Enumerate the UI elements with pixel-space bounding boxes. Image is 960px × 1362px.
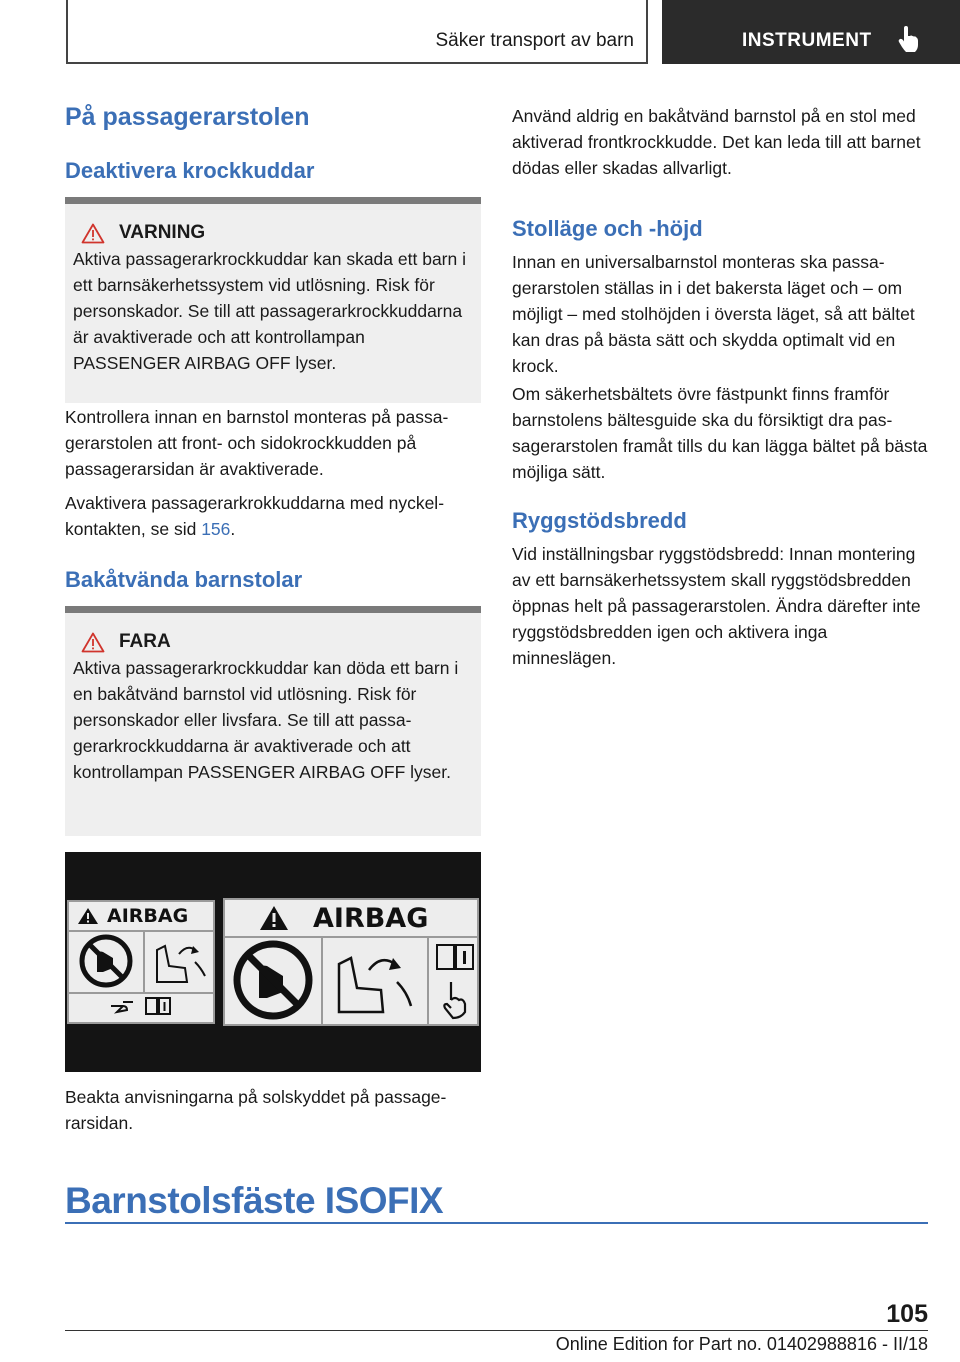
edition-footer: Online Edition for Part no. 01402988816 - II/18: [555, 1334, 928, 1354]
airbag-label-title-small: AIRBAG: [107, 905, 189, 927]
subheading-rear-facing-seats: Bakåtvända barnstolar: [65, 567, 303, 592]
chapter-title: INSTRUMENT: [742, 30, 872, 51]
airbag-deploy-icon: [143, 930, 213, 992]
no-child-seat-icon: [225, 936, 323, 1024]
paragraph-seat-position-2: Om säkerhetsbältets övre fästpunkt finns framför barnstolens bältesguide ska du försiktigt dra passagerarstolen framåt tills du kan lägga bältet på bästa möjliga sätt.: [512, 384, 928, 482]
airbag-label-title-large: AIRBAG: [313, 902, 429, 934]
warning-label: VARNING: [119, 222, 206, 243]
subheading-seat-position: Stolläge och -höjd: [512, 216, 703, 241]
paragraph-backrest-width: Vid inställningsbar ryggstödsbredd: Innan montering av ett barnsäkerhetssystem skall ryggstödsbredden öppnas helt på passagerarstolen. Ändra därefter inte ryggstödsbredden igen och aktivera inga minneslägen.: [512, 544, 921, 668]
footer-rule: [65, 1330, 928, 1331]
danger-box: [65, 606, 481, 836]
airbag-label-figure: [65, 852, 481, 1072]
warning-triangle-icon: [77, 907, 99, 925]
danger-triangle-icon: [81, 632, 105, 653]
airbag-deploy-icon: [323, 936, 429, 1024]
manual-book-icon: [145, 996, 171, 1016]
section-title: Säker transport av barn: [435, 30, 634, 51]
section-heading-isofix: Barnstolsfäste ISOFIX: [65, 1180, 444, 1221]
warning-triangle-icon: [259, 905, 289, 931]
paragraph-check-airbags: Kontrollera innan en barnstol monteras på passagerarstolen att front- och sidokrockkudden på passagerarsidan är avaktiverade.: [65, 407, 449, 479]
danger-header: [73, 631, 473, 653]
warning-triangle-icon: [81, 223, 105, 244]
warning-header: [73, 222, 473, 244]
figure-caption: Beakta anvisningarna på solskyddet på passagerarsidan.: [65, 1087, 447, 1133]
page-number: 105: [886, 1300, 928, 1328]
pointing-hand-icon: [441, 980, 469, 1020]
hand-pointer-icon: [898, 26, 918, 52]
paragraph-never-rear-facing: Använd aldrig en bakåtvänd barnstol på en stol med aktiverad frontkrockkudde. Det kan leda till att barnet dödas eller skadas allvarligt.: [512, 106, 921, 178]
warning-text: Aktiva passagerarkrockkuddar kan skada ett barn i ett barnsäkerhetssystem vid utlösning. Risk för personskador. Se till att passagerarkrockkuddarna är avaktiverade och att kontrollampan PASSENGER AIRBAG OFF lyser.: [73, 249, 466, 373]
airbag-warning-label-large: [223, 898, 479, 1026]
pointing-hand-icon: [109, 998, 135, 1014]
paragraph-deactivate-key: [65, 490, 481, 542]
paragraph-seat-position-1: Innan en universalbarnstol monteras ska passagerarstolen ställas in i det bakersta läget och – om möjligt – med stolhöjden i översta läget, så att bältet kan dras på bästa sätt och skydda optimalt vid en krock.: [512, 252, 915, 376]
danger-label: FARA: [119, 631, 171, 652]
running-header-chapter: [662, 0, 960, 64]
danger-text: Aktiva passagerarkrockkuddar kan döda ett barn i en bakåtvänd barnstol vid utlösning. Risk för personskador eller livsfara. Se till att passagerarkrockkuddarna är avaktiverade och att kontrollampan PASSENGER AIRBAG OFF lyser.: [73, 658, 459, 782]
no-child-seat-icon: [69, 930, 145, 992]
paragraph-deactivate-text: Avaktivera passagerarkrokkuddarna med nyckelkontakten, se sid: [65, 493, 445, 539]
page-reference-link[interactable]: 156: [201, 519, 231, 539]
manual-book-icon: [435, 942, 475, 972]
warning-box: [65, 197, 481, 403]
section-rule: [65, 1222, 928, 1224]
airbag-warning-label-small: [67, 900, 215, 1024]
heading-passenger-seat: På passagerarstolen: [65, 103, 310, 131]
running-header-section: [66, 0, 648, 64]
paragraph-deactivate-end: .: [230, 519, 236, 539]
subheading-deactivate-airbags: Deaktivera krockkuddar: [65, 158, 315, 183]
subheading-backrest-width: Ryggstödsbredd: [512, 508, 687, 533]
